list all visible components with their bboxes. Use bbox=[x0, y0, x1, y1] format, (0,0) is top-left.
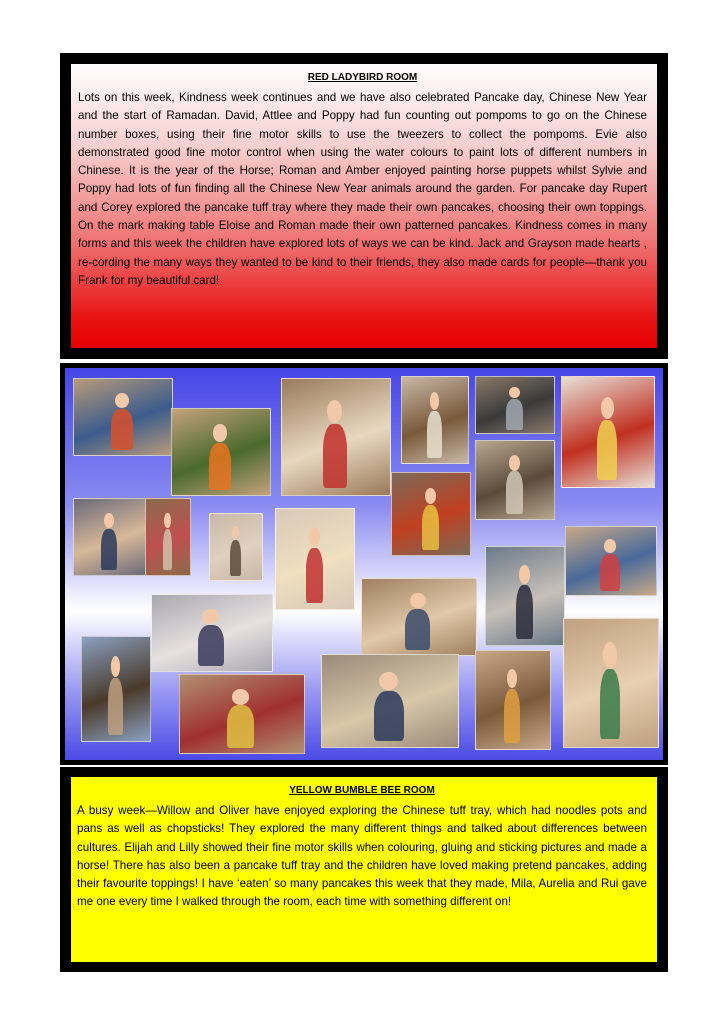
child-head bbox=[379, 672, 398, 690]
child-figure bbox=[230, 540, 241, 576]
child-figure bbox=[163, 529, 173, 571]
photo-child-painting-at-table bbox=[401, 376, 469, 464]
child-head bbox=[115, 393, 129, 408]
photo-child-with-chopsticks bbox=[361, 578, 477, 656]
child-figure bbox=[306, 548, 323, 603]
photo-orange-pompom-tray bbox=[171, 408, 271, 496]
child-figure bbox=[108, 678, 123, 735]
photo-children-holding-artwork bbox=[179, 674, 305, 754]
child-figure bbox=[506, 399, 523, 430]
child-figure bbox=[504, 689, 520, 743]
child-figure bbox=[600, 554, 620, 591]
photo-collage-panel bbox=[60, 363, 668, 765]
photo-children-at-wall-display bbox=[151, 594, 273, 672]
photo-children-at-pancake-table bbox=[475, 440, 555, 520]
child-figure bbox=[427, 411, 442, 458]
photo-children-around-round-table bbox=[485, 546, 565, 646]
child-figure bbox=[422, 505, 439, 550]
child-head bbox=[104, 513, 114, 528]
child-figure bbox=[101, 529, 117, 571]
child-head bbox=[232, 526, 239, 539]
child-figure bbox=[198, 625, 224, 667]
photo-child-at-water-table bbox=[475, 376, 555, 434]
photo-child-with-pancake-plate bbox=[475, 650, 551, 750]
child-figure bbox=[516, 585, 533, 639]
photo-child-holding-tool bbox=[73, 498, 147, 576]
child-head bbox=[601, 397, 614, 419]
yellow-bumble-bee-panel bbox=[60, 767, 668, 972]
photo-child-painting-numbers bbox=[561, 376, 655, 488]
child-head bbox=[604, 539, 617, 553]
photo-children-on-stairs bbox=[145, 498, 191, 576]
child-head bbox=[309, 527, 320, 547]
child-figure bbox=[506, 471, 523, 514]
yellow-bumble-bee-content bbox=[71, 777, 657, 962]
child-head bbox=[425, 488, 436, 504]
photo-child-with-horse-puppet bbox=[391, 472, 471, 556]
child-head bbox=[232, 689, 249, 705]
child-figure bbox=[597, 420, 617, 481]
child-figure bbox=[405, 609, 430, 651]
child-head bbox=[410, 593, 426, 608]
child-figure bbox=[209, 443, 231, 490]
yellow-room-text: A busy week—Willow and Oliver have enjoyed exploring the Chinese tuff tray, which had noodles pots and pans as well as chopsticks! They explored the many different things and talked about differences between cultures. Elijah and Lilly showed their fine motor skills when colouring, gluing and sticking pictures and made a horse! There has also been a pancake tuff tray and the children have loved making pretend pancakes, adding their favourite toppings! I have ‘eaten’ so many pancakes this week that they made, Mila, Aurelia and Rui gave me one every time I walked through the room, each time with something different on! bbox=[77, 804, 647, 909]
photo-children-at-tuff-tray bbox=[321, 654, 459, 748]
photo-child-with-paper-plate-pancake bbox=[281, 378, 391, 496]
photo-children-playing-on-floor bbox=[209, 513, 263, 581]
child-head bbox=[519, 565, 530, 585]
photo-child-reading-book bbox=[563, 618, 659, 748]
child-head bbox=[509, 455, 520, 471]
child-figure bbox=[374, 691, 404, 742]
child-figure bbox=[600, 669, 621, 739]
child-head bbox=[111, 656, 121, 677]
child-figure bbox=[111, 409, 133, 451]
yellow-room-title: YELLOW BUMBLE BEE ROOM bbox=[289, 785, 435, 796]
photo-children-with-horse-puppets bbox=[275, 508, 355, 610]
red-ladybird-content bbox=[71, 64, 657, 348]
child-head bbox=[164, 513, 170, 528]
red-room-title: RED LADYBIRD ROOM bbox=[307, 72, 418, 83]
photo-child-standing-smiling bbox=[81, 636, 151, 742]
child-head bbox=[430, 392, 439, 409]
red-room-text: Lots on this week, Kindness week continues and we have also celebrated Pancake day, Chinese New Year and the start of Ramadan. David, Attlee and Poppy had fun counting out pompoms to go on the Chinese number boxes, using their fine motor skills to use the tweezers to collect the pompoms. Evie also demonstrated good fine motor control when using the water colours to paint lots of different numbers in Chinese. It is the year of the Horse; Roman and Amber enjoyed painting horse puppets whilst Sylvie and Poppy had lots of fun finding all the Chinese New Year animals around the garden. For pancake day Rupert and Corey explored the pancake tuff tray where they made their own pancakes, choosing their own toppings. On the mark making table Eloise and Roman made their own patterned pancakes. Kindness comes in many forms and this week the children have explored lots of ways we can be kind. Jack and Grayson made hearts , re-cording the many ways they wanted to be kind to their friends, they also made cards for people—thank you Frank for my beautiful card! bbox=[78, 91, 647, 287]
child-head bbox=[327, 400, 342, 423]
child-figure bbox=[323, 424, 347, 488]
photo-child-with-book-corner bbox=[565, 526, 657, 596]
child-head bbox=[603, 642, 616, 668]
photo-children-around-tuff-tray bbox=[73, 378, 173, 456]
photo-collage bbox=[65, 368, 663, 760]
child-head bbox=[509, 387, 520, 398]
child-head bbox=[213, 424, 227, 441]
child-figure bbox=[227, 705, 254, 748]
child-head bbox=[202, 609, 219, 624]
red-ladybird-panel bbox=[60, 53, 668, 359]
child-head bbox=[507, 669, 517, 689]
